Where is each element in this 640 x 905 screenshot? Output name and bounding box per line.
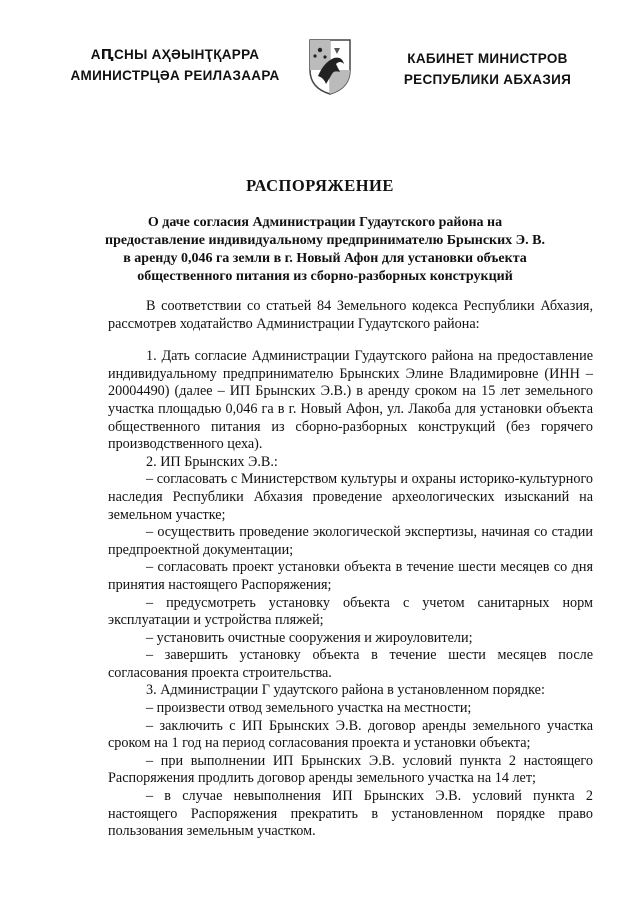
header-right: [385, 48, 590, 90]
document-body: [108, 298, 593, 841]
header-left-line-2: АМИНИСТРЦӘА РЕИЛАЗААРА: [70, 68, 280, 83]
item-2-point: – установить очистные сооружения и жироуловители;: [146, 629, 473, 646]
item-2-point: – предусмотреть установку объекта с учетом санитарных норм эксплуатации и устройства пляжей;: [108, 594, 593, 629]
subject-line: в аренду 0,046 га земли в г. Новый Афон для установки объекта: [123, 251, 527, 266]
item-2-point: – завершить установку объекта в течение шести месяцев после согласования проекта строительства.: [108, 647, 593, 681]
item-2-point: – согласовать проект установки объекта в течение шести месяцев со дня принятия настоящего Распоряжения;: [108, 559, 593, 593]
coat-of-arms-icon: [306, 36, 354, 96]
item-1: 1. Дать согласие Администрации Гудаутского района на предоставление индивидуальному предпринимателю Брынских Элине Владимировне (ИНН – 20004490) (далее – ИП Брынских Э.В.) в аренду сроком на 15 лет земельного участка площадью 0,046 га в г. Новый Афон, ул. Лакоба для установки объекта общественного питания из сборно-разборных конструкций (без горячего производственного цеха).: [108, 348, 593, 453]
item-3-point: – произвести отвод земельного участка на местности;: [146, 700, 472, 717]
document-title: РАСПОРЯЖЕНИЕ: [246, 176, 394, 195]
header-left-line-1: АԤСНЫ АҲӘЫНҬҚАРРА: [90, 47, 260, 62]
header-right-line-1: КАБИНЕТ МИНИСТРОВ: [407, 51, 568, 66]
item-2-point: – согласовать с Министерством культуры и охраны историко-культурного наследия Республики Абхазия проведение археологических изысканий на земельном участке;: [108, 471, 593, 523]
item-2-heading: 2. ИП Брынских Э.В.:: [146, 453, 278, 470]
document-subject: [100, 214, 550, 286]
subject-line: общественного питания из сборно-разборных конструкций: [137, 269, 513, 284]
item-2-point: – осуществить проведение экологической экспертизы, начиная со стадии предпроектной документации;: [108, 524, 593, 558]
item-3-heading: 3. Администрации Г удаутского района в установленном порядке:: [146, 682, 545, 699]
header-right-line-2: РЕСПУБЛИКИ АБХАЗИЯ: [403, 72, 572, 87]
subject-line: предоставление индивидуальному предпринимателю Брынских Э. В.: [105, 233, 545, 248]
item-3-point: – в случае невыполнения ИП Брынских Э.В. условий пункта 2 настоящего Распоряжения прекратить в установленном порядке право пользования земельным участком.: [108, 788, 593, 840]
item-3-point: – заключить с ИП Брынских Э.В. договор аренды земельного участка сроком на 1 год на период согласования проекта и установки объекта;: [108, 717, 593, 752]
intro-paragraph: В соответствии со статьей 84 Земельного кодекса Республики Абхазия, рассмотрев ходатайство Администрации Гудаутского района:: [108, 298, 593, 332]
header-left: [70, 44, 280, 86]
item-3-point: – при выполнении ИП Брынских Э.В. условий пункта 2 настоящего Распоряжения продлить договор аренды земельного участка на 14 лет;: [108, 752, 593, 787]
subject-line: О даче согласия Администрации Гудаутского района на: [147, 215, 503, 230]
